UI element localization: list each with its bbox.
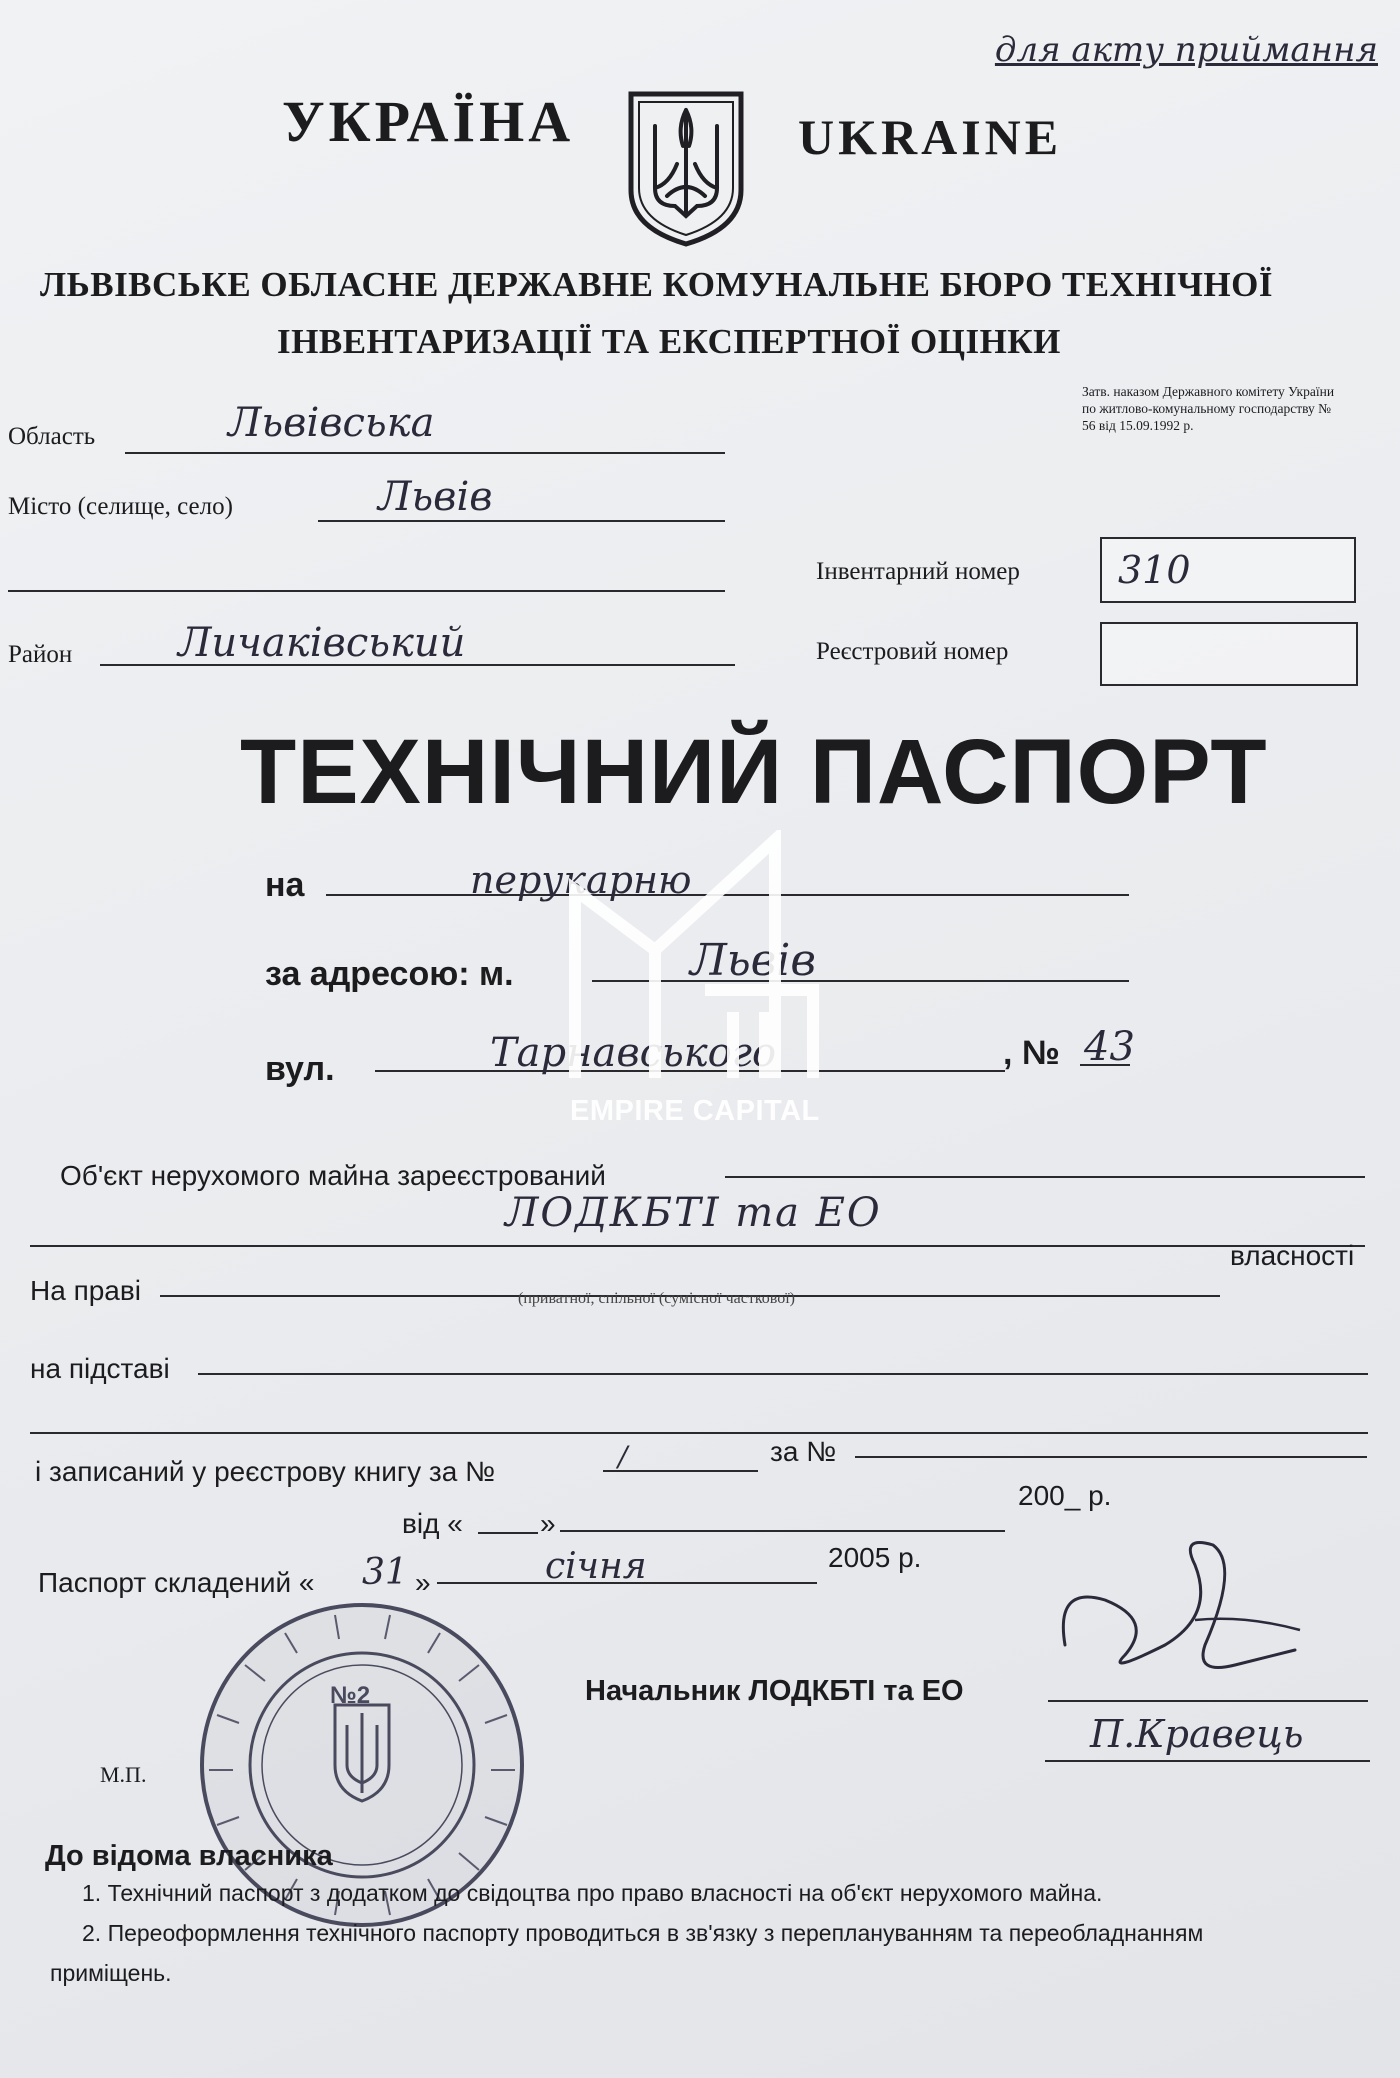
approval-note: Затв. наказом Державного комітету України по житлово-комунальному господарству № 56 від 15.09.1992 р. — [1082, 384, 1335, 433]
year-label: 200_ р. — [1018, 1480, 1112, 1511]
book-no-line — [855, 1456, 1367, 1458]
book-value: / — [618, 1440, 628, 1473]
city-label: Місто (селище, село) — [8, 493, 233, 520]
composed-close: » — [415, 1567, 431, 1598]
book-no-label: за № — [770, 1436, 837, 1467]
from-day-line — [478, 1532, 538, 1534]
object-label: на — [265, 866, 305, 904]
oblast-line — [125, 452, 725, 454]
basis-label: на підставі — [30, 1353, 170, 1384]
registry-number-box — [1100, 622, 1358, 686]
document-title: ТЕХНІЧНИЙ ПАСПОРТ — [240, 721, 1268, 823]
inventory-number-value: 310 — [1118, 548, 1191, 592]
right-suffix: власності — [1230, 1240, 1355, 1271]
district-value: Личаківський — [178, 620, 466, 666]
notice-title: До відома власника — [45, 1840, 333, 1872]
blank-line — [8, 590, 725, 592]
head-name-line — [1045, 1760, 1370, 1762]
street-label: вул. — [265, 1050, 335, 1088]
mp-label: М.П. — [100, 1762, 147, 1787]
composed-label: Паспорт складений « — [38, 1567, 315, 1598]
basis-line-2 — [30, 1432, 1368, 1434]
registry-number-label: Реєстровий номер — [816, 638, 1009, 665]
inventory-number-label: Інвентарний номер — [816, 558, 1020, 585]
bureau-name-line-1: ЛЬВІВСЬКЕ ОБЛАСНЕ ДЕРЖАВНЕ КОМУНАЛЬНЕ БЮРО ТЕХНІЧНОЇ — [40, 265, 1273, 304]
basis-line — [198, 1373, 1368, 1375]
oblast-value: Львівська — [228, 400, 435, 446]
head-name: П.Кравець — [1090, 1712, 1304, 1756]
registered-value-line — [30, 1245, 1365, 1247]
top-handwritten-note: для акту приймання — [994, 30, 1378, 70]
right-hint: (приватної, спільної (сумісної часткової) — [518, 1290, 795, 1307]
city-line — [318, 520, 725, 522]
country-name-en: UKRAINE — [798, 109, 1063, 165]
district-label: Район — [8, 641, 73, 668]
notice-item-2-continued: приміщень. — [50, 1960, 172, 1986]
number-value: 43 — [1084, 1024, 1135, 1070]
trident-emblem-icon — [625, 88, 747, 248]
number-label: , № — [1003, 1034, 1060, 1072]
address-city-value: Львів — [690, 935, 816, 986]
head-signature-line — [1048, 1700, 1368, 1702]
right-label: На праві — [30, 1275, 141, 1306]
from-close: » — [540, 1508, 556, 1539]
empire-capital-logo-icon — [565, 830, 835, 1090]
oblast-label: Область — [8, 423, 96, 450]
from-label: від « — [402, 1508, 463, 1539]
country-name-ua: УКРАЇНА — [282, 89, 575, 154]
city-value: Львів — [378, 474, 493, 520]
notice-item-1: 1. Технічний паспорт з додатком до свідоцтва про право власності на об'єкт нерухомого майна. — [82, 1880, 1103, 1906]
composed-month: січня — [545, 1546, 647, 1587]
composed-day: 31 — [362, 1552, 408, 1593]
from-month-line — [560, 1530, 1005, 1532]
registered-line — [725, 1176, 1365, 1178]
bureau-name-line-2: ІНВЕНТАРИЗАЦІЇ ТА ЕКСПЕРТНОЇ ОЦІНКИ — [277, 322, 1061, 361]
watermark-text: EMPIRE CAPITAL — [570, 1095, 820, 1127]
address-label: за адресою: м. — [265, 955, 514, 993]
registered-value: ЛОДКБТІ та ЕО — [505, 1190, 882, 1236]
stamp-number: №2 — [330, 1682, 371, 1709]
composed-year: 2005 р. — [828, 1542, 922, 1573]
object-value: перукарню — [470, 858, 692, 902]
notice-item-2: 2. Переоформлення технічного паспорту проводиться в зв'язку з переплануванням та переобладнанням — [82, 1920, 1204, 1946]
book-label: і записаний у реєстрову книгу за № — [35, 1456, 496, 1487]
registered-label: Об'єкт нерухомого майна зареєстрований — [60, 1160, 606, 1191]
street-value: Тарнавського — [490, 1030, 777, 1076]
head-label: Начальник ЛОДКБТІ та ЕО — [585, 1675, 964, 1707]
handwritten-signature-icon — [1045, 1525, 1315, 1695]
